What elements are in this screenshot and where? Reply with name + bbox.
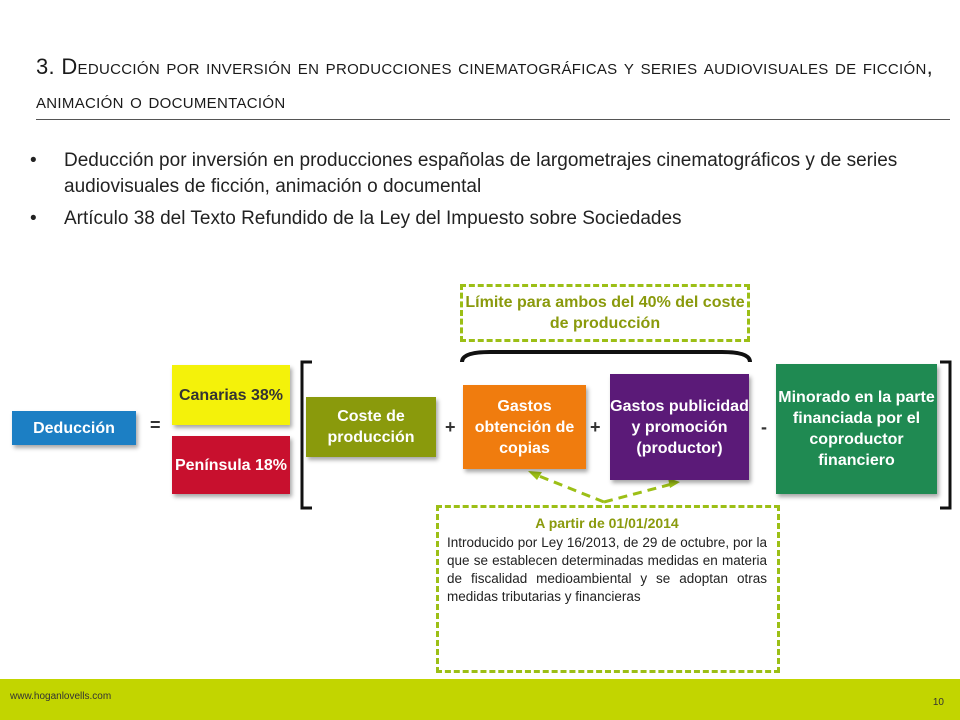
slide-title: 3. Deducción por inversión en producciones cinematográficas y series audiovisuales de ficción, animación o documentación [36,54,934,113]
plus-sign: + [590,417,601,437]
deduccion-box: Deducción [12,411,136,445]
note-arrow-right [604,484,672,502]
plus-sign: + [445,417,456,437]
limit-callout: Límite para ambos del 40% del coste de producción [460,284,750,342]
bullet-text: Deducción por inversión en producciones españolas de largometrajes cinematográficos y de series audiovisuales de ficción, animación o documental [64,150,898,197]
gastos-copias-box: Gastos obtención de copias [463,385,586,469]
footer-bar [0,679,960,720]
minorado-box: Minorado en la parte financiada por el coproductor financiero [776,364,937,494]
right-bracket [940,362,950,508]
page-number: 10 [932,697,944,708]
note-title: A partir de 01/01/2014 [535,515,679,531]
coste-produccion-box: Coste de producción [306,397,436,457]
footer-url: www.hoganlovells.com [10,691,112,702]
bullet-text: Artículo 38 del Texto Refundido de la Ley del Impuesto sobre Sociedades [64,208,682,229]
minus-sign: - [761,417,767,437]
note-arrow-left [534,474,604,502]
note-arrow-left-head [528,471,542,480]
canarias-box: Canarias 38% [172,365,290,425]
gastos-publicidad-box: Gastos publicidad y promoción (productor) [610,374,749,480]
peninsula-box: Península 18% [172,436,290,494]
note-body: Introducido por Ley 16/2013, de 29 de octubre, por la que se establecen determinadas medidas en materia de fiscalidad medioambiental y se adoptan otras medidas tributarias y financieras [447,535,767,604]
limit-brace [462,352,750,362]
note-callout [436,505,780,673]
bullet-glyph: • [30,208,37,229]
equals-sign: = [150,415,161,435]
bullet-glyph: • [30,150,37,171]
